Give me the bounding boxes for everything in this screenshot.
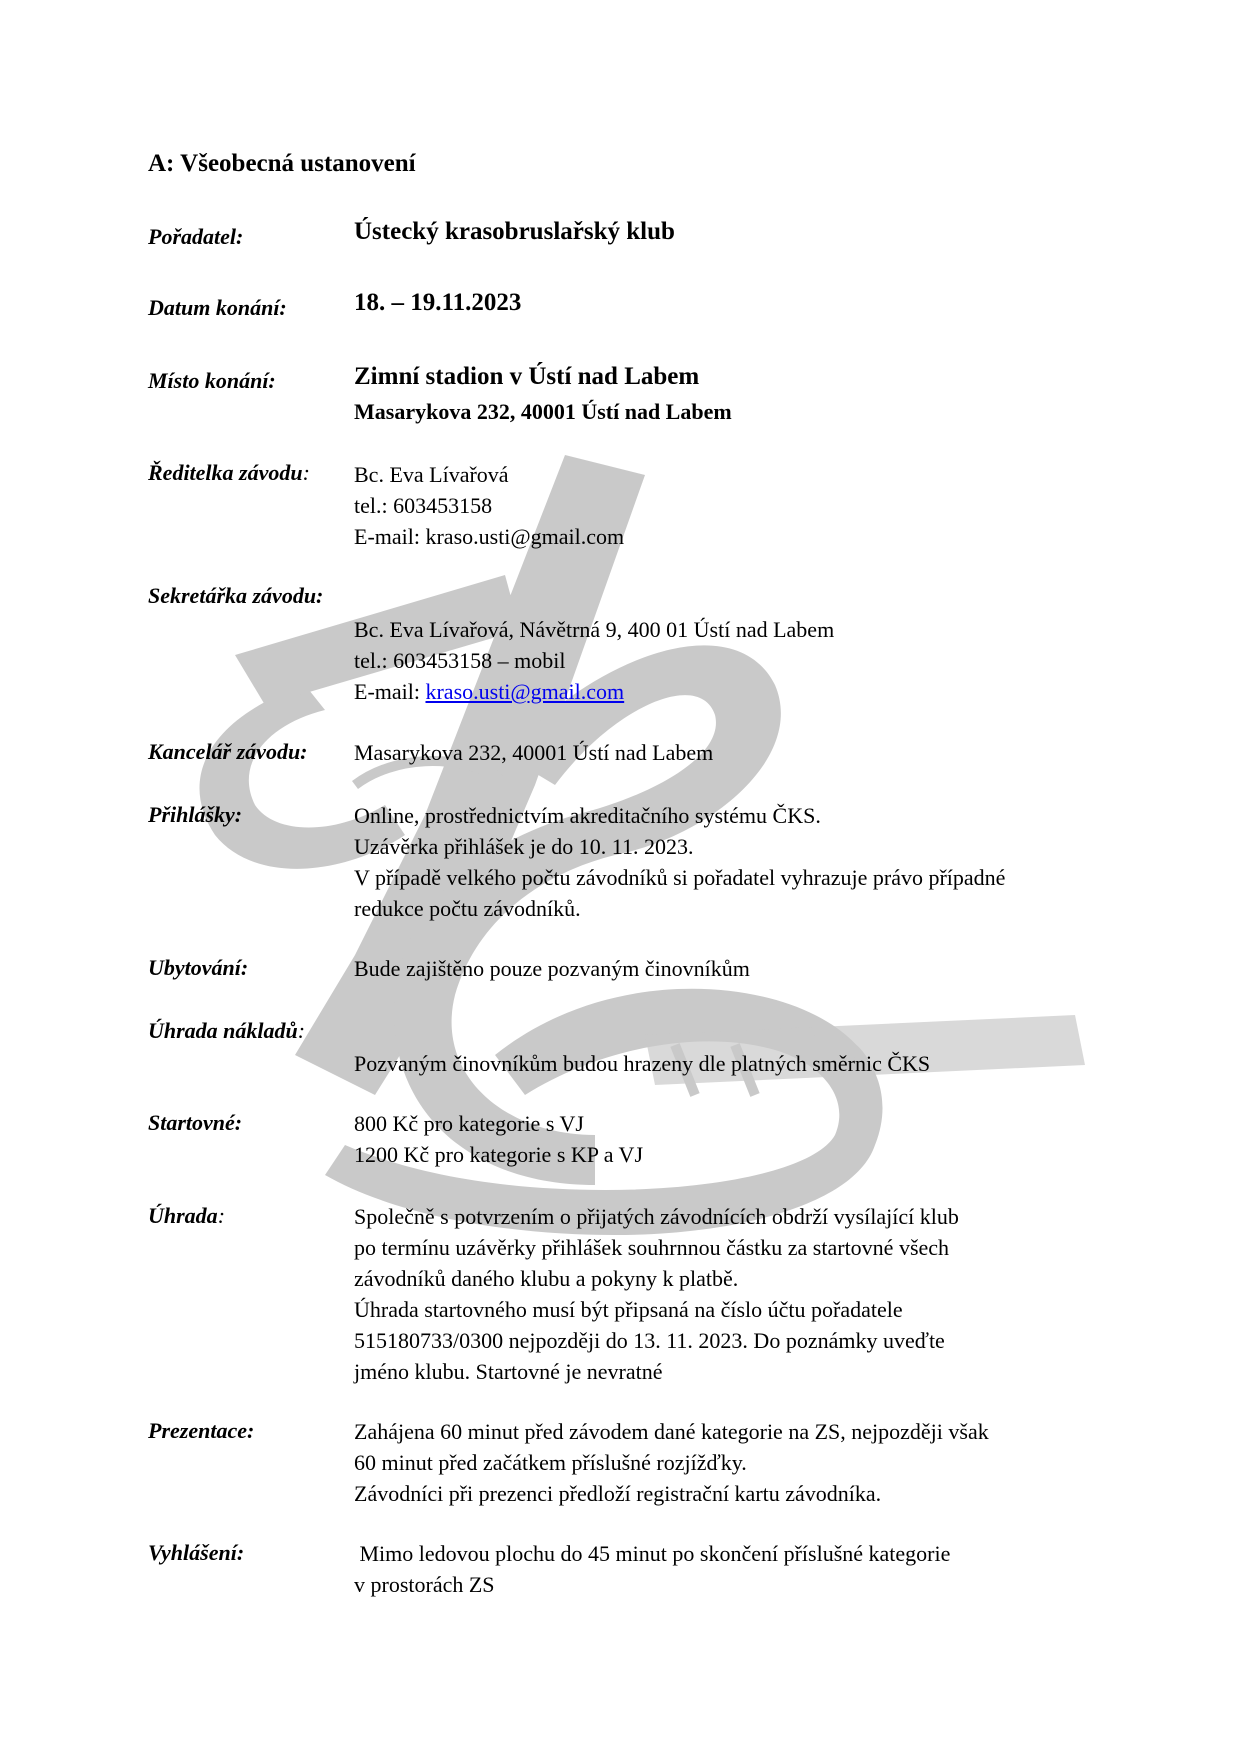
label-kancelar: Kancelář závodu: — [148, 739, 308, 764]
value-reditelka — [354, 459, 624, 552]
value-uhrada-nakladu: Pozvaným činovníkům budou hrazeny dle platných směrnic ČKS — [354, 1051, 931, 1076]
value-prezentace — [354, 1416, 989, 1509]
label-datum: Datum konání: — [148, 295, 287, 320]
prezentace-line-2: 60 minut před začátkem příslušné rozjížďky. — [354, 1450, 747, 1475]
label-uhrada-nakladu-colon: : — [297, 1018, 306, 1043]
prihlasky-line-3: V případě velkého počtu závodníků si pořadatel vyhrazuje právo případné — [354, 865, 1006, 890]
value-prihlasky — [354, 800, 1005, 924]
vyhlaseni-line-1: Mimo ledovou plochu do 45 minut po skončení příslušné kategorie — [354, 1541, 951, 1566]
reditelka-tel: tel.: 603453158 — [354, 493, 493, 518]
value-startovne — [354, 1108, 643, 1170]
sekretarka-address: Bc. Eva Lívařová, Návětrná 9, 400 01 Ústí nad Labem — [354, 617, 835, 642]
reditelka-name: Bc. Eva Lívařová — [354, 462, 509, 487]
value-vyhlaseni — [354, 1538, 950, 1600]
uhrada-line-3: závodníků daného klubu a pokyny k platbě. — [354, 1266, 739, 1291]
value-poradatel: Ústecký krasobruslařský klub — [354, 218, 675, 245]
label-reditelka-text: Ředitelka závodu — [148, 460, 303, 485]
prihlasky-line-4: redukce počtu závodníků. — [354, 896, 581, 921]
sekretarka-email-line — [354, 676, 834, 707]
uhrada-line-5: 515180733/0300 nejpozději do 13. 11. 2023. Do poznámky uveďte — [354, 1328, 945, 1353]
value-uhrada — [354, 1201, 959, 1387]
reditelka-email: E-mail: kraso.usti@gmail.com — [354, 524, 625, 549]
uhrada-line-1: Společně s potvrzením o přijatých závodnících obdrží vysílající klub — [354, 1204, 959, 1229]
startovne-line-2: 1200 Kč pro kategorie s KP a VJ — [354, 1142, 644, 1167]
label-uhrada-colon: : — [217, 1203, 226, 1228]
section-heading: A: Všeobecná ustanovení — [148, 150, 416, 177]
label-reditelka-colon: : — [302, 460, 310, 485]
sekretarka-email-prefix: E-mail: — [354, 679, 426, 704]
label-ubytovani: Ubytování: — [148, 955, 249, 980]
sekretarka-tel: tel.: 603453158 – mobil — [354, 648, 566, 673]
uhrada-line-2: po termínu uzávěrky přihlášek souhrnnou částku za startovné všech — [354, 1235, 950, 1260]
value-sekretarka — [354, 614, 834, 707]
label-vyhlaseni: Vyhlášení: — [148, 1540, 245, 1565]
value-ubytovani: Bude zajištěno pouze pozvaným činovníkům — [354, 956, 750, 981]
uhrada-line-6: jméno klubu. Startovné je nevratné — [354, 1359, 663, 1384]
label-uhrada-text: Úhrada — [148, 1203, 218, 1228]
label-uhrada-nakladu-text: Úhrada nákladů — [148, 1018, 298, 1043]
value-kancelar: Masarykova 232, 40001 Ústí nad Labem — [354, 740, 714, 765]
sekretarka-email-link[interactable]: kraso.usti@gmail.com — [425, 679, 625, 704]
label-reditelka — [148, 460, 310, 486]
value-datum: 18. – 19.11.2023 — [354, 289, 522, 316]
value-misto: Zimní stadion v Ústí nad Labem — [354, 363, 700, 390]
prihlasky-line-1: Online, prostřednictvím akreditačního systému ČKS. — [354, 803, 821, 828]
label-uhrada-nakladu — [148, 1018, 305, 1044]
prezentace-line-3: Závodníci při prezenci předloží registrační kartu závodníka. — [354, 1481, 882, 1506]
uhrada-line-4: Úhrada startovného musí být připsaná na číslo účtu pořadatele — [354, 1297, 903, 1322]
startovne-line-1: 800 Kč pro kategorie s VJ — [354, 1111, 584, 1136]
label-prezentace: Prezentace: — [148, 1418, 255, 1443]
value-misto-address: Masarykova 232, 40001 Ústí nad Labem — [354, 399, 732, 424]
label-misto: Místo konání: — [148, 368, 276, 393]
vyhlaseni-line-2: v prostorách ZS — [354, 1572, 495, 1597]
label-startovne: Startovné: — [148, 1110, 243, 1135]
prihlasky-line-2: Uzávěrka přihlášek je do 10. 11. 2023. — [354, 834, 694, 859]
label-poradatel: Pořadatel: — [148, 224, 244, 249]
label-prihlasky: Přihlášky: — [148, 802, 243, 827]
prezentace-line-1: Zahájena 60 minut před závodem dané kategorie na ZS, nejpozději však — [354, 1419, 989, 1444]
label-uhrada — [148, 1203, 225, 1229]
label-sekretarka: Sekretářka závodu: — [148, 583, 324, 608]
